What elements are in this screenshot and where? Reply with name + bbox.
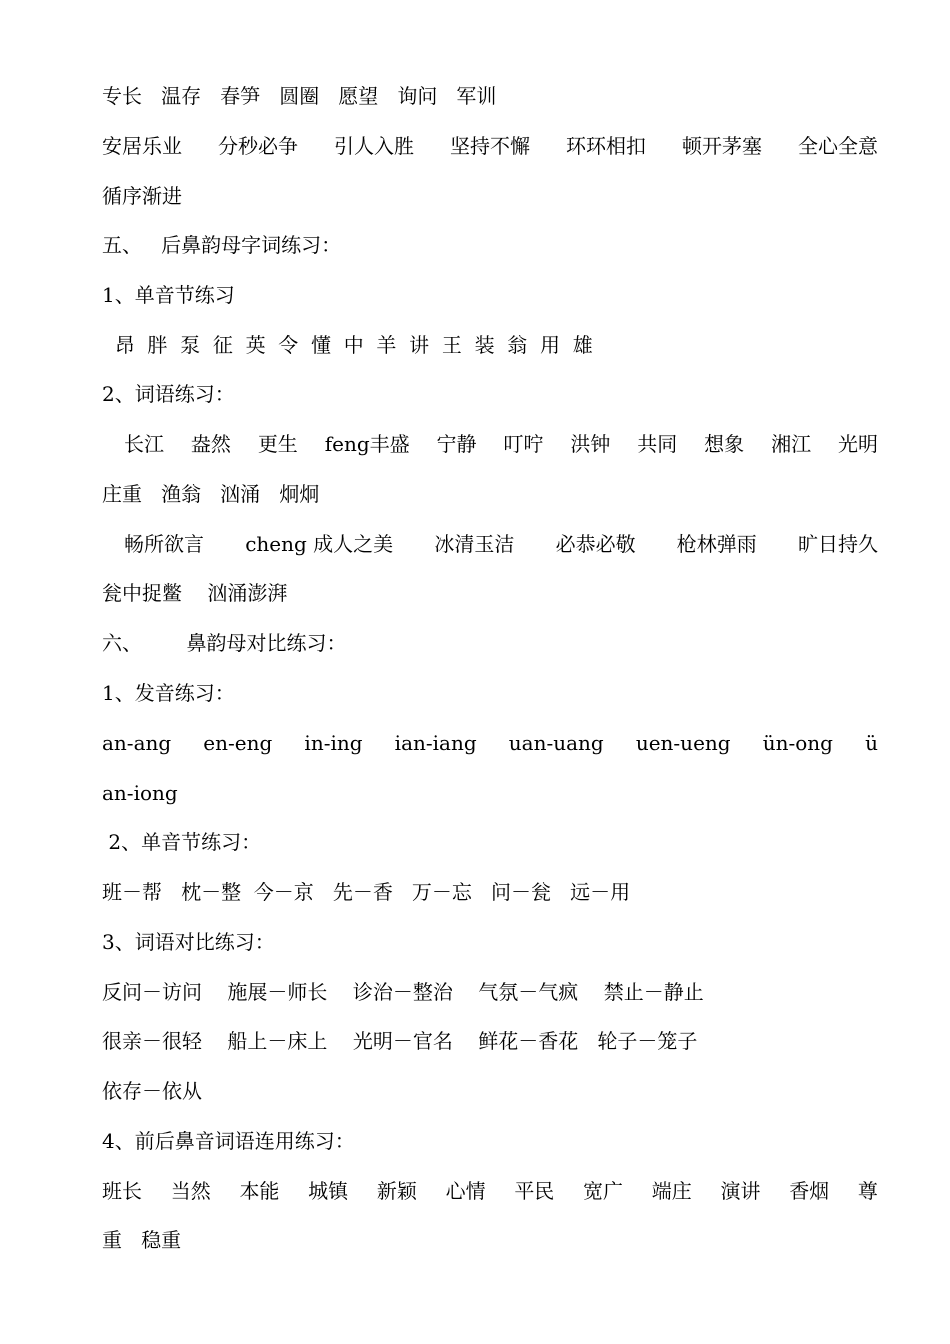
- word-list-line-continued: 庄重 渔翁 汹涌 炯炯: [102, 482, 320, 506]
- idiom-list-line: [102, 532, 878, 556]
- word: 新颖: [376, 1179, 417, 1203]
- pinyin-pair: uan-uang: [508, 731, 604, 755]
- pinyin-pair: ian-iang: [394, 731, 477, 755]
- word: 枪林弹雨: [676, 532, 757, 556]
- word: 叮咛: [503, 432, 544, 456]
- word-list-line: 专长 温存 春笋 圆圈 愿望 询问 军训: [102, 84, 497, 108]
- pinyin-pair: ü: [865, 731, 878, 755]
- word-list-line: [102, 1179, 878, 1203]
- pinyin-pair: ün-ong: [762, 731, 833, 755]
- word: 共同: [637, 432, 678, 456]
- single-syllable-line: 昂 胖 泵 征 英 令 懂 中 羊 讲 王 装 翁 用 雄: [102, 333, 593, 357]
- word-list-line: [102, 432, 878, 456]
- pinyin-pair: en-eng: [203, 731, 273, 755]
- section-heading: 五、 后鼻韵母字词练习：: [102, 233, 342, 257]
- idiom-list-line-continued: 瓮中捉鳖 汹涌澎湃: [102, 581, 288, 605]
- pinyin-pair: an-ang: [102, 731, 172, 755]
- word: 平民: [514, 1179, 555, 1203]
- word: 尊: [857, 1179, 878, 1203]
- word-pair-line: 反问－访问 施展－师长 诊治－整治 气氛－气疯 禁止－静止: [102, 980, 704, 1004]
- word: 顿开茅塞: [682, 134, 762, 158]
- pinyin-pair: uen-ueng: [635, 731, 731, 755]
- word-pair-line-continued: 依存－依从: [102, 1079, 202, 1103]
- word: 城镇: [308, 1179, 349, 1203]
- single-syllable-pair-line: 班－帮 枕－整 今－京 先－香 万－忘 问－瓮 远－用: [102, 880, 631, 904]
- word: 必恭必敬: [555, 532, 636, 556]
- word: 宁静: [436, 432, 477, 456]
- word: 洪钟: [570, 432, 611, 456]
- word: 宽广: [583, 1179, 624, 1203]
- section-heading: 六、 鼻韵母对比练习：: [102, 631, 347, 655]
- word: 长江: [124, 432, 164, 456]
- word: 想象: [704, 432, 745, 456]
- pinyin-pair-line: [102, 731, 878, 755]
- word: 光明: [837, 432, 878, 456]
- word: 分秒必争: [218, 134, 298, 158]
- subsection-heading: 4、前后鼻音词语连用练习：: [102, 1129, 355, 1153]
- pinyin-pair: in-ing: [304, 731, 363, 755]
- word: 班长: [102, 1179, 142, 1203]
- word: 安居乐业: [102, 134, 182, 158]
- word: 盎然: [190, 432, 231, 456]
- word-list-line-continued: 重 稳重: [102, 1228, 182, 1252]
- word: feng丰盛: [324, 432, 410, 456]
- word: 引人入胜: [334, 134, 414, 158]
- subsection-heading: 2、词语练习：: [102, 382, 235, 406]
- word: 环环相扣: [566, 134, 646, 158]
- word: 心情: [445, 1179, 486, 1203]
- word: 香烟: [789, 1179, 830, 1203]
- word: 全心全意: [798, 134, 878, 158]
- word: 当然: [170, 1179, 211, 1203]
- word: 演讲: [720, 1179, 761, 1203]
- word: 畅所欲言: [124, 532, 204, 556]
- idiom-list-line: [102, 134, 878, 158]
- word: cheng 成人之美: [245, 532, 394, 556]
- idiom-list-line-continued: 循序渐进: [102, 184, 182, 208]
- word-pair-line: 很亲－很轻 船上－床上 光明－官名 鲜花－香花 轮子－笼子: [102, 1029, 698, 1053]
- subsection-heading: 2、单音节练习：: [102, 830, 262, 854]
- pinyin-pair-line-continued: an-iong: [102, 781, 178, 805]
- subsection-heading: 3、词语对比练习：: [102, 930, 275, 954]
- word: 冰清玉洁: [434, 532, 515, 556]
- word: 端庄: [651, 1179, 692, 1203]
- word: 本能: [239, 1179, 280, 1203]
- word: 旷日持久: [797, 532, 878, 556]
- word: 更生: [257, 432, 298, 456]
- word: 湘江: [771, 432, 812, 456]
- word: 坚持不懈: [450, 134, 530, 158]
- subsection-heading: 1、单音节练习: [102, 283, 235, 307]
- subsection-heading: 1、发音练习：: [102, 681, 235, 705]
